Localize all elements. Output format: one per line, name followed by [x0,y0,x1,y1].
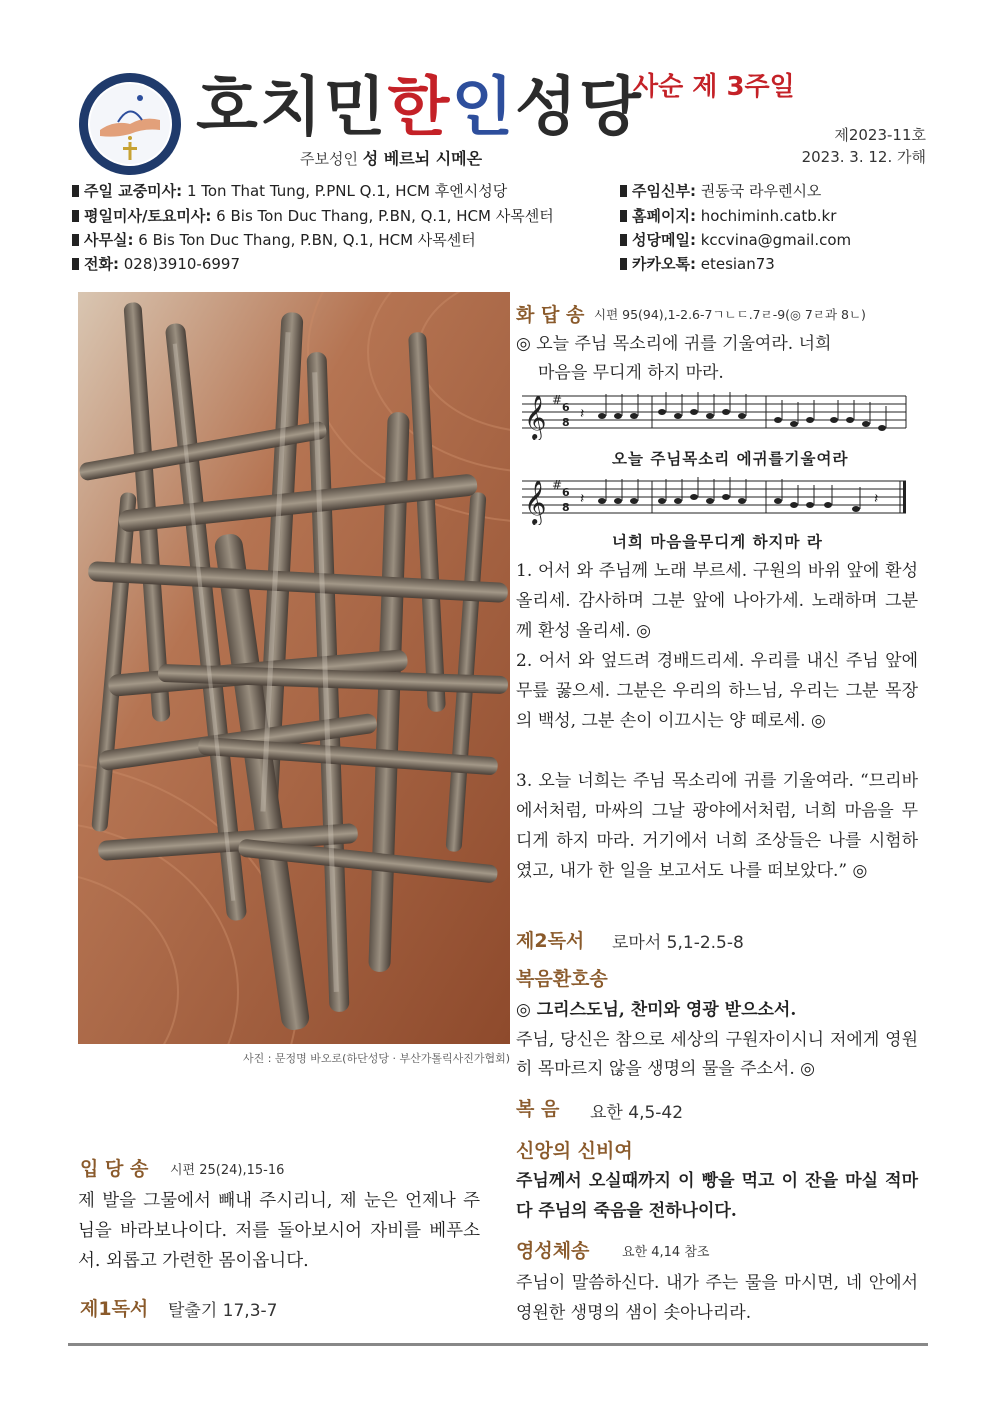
responsorial-psalm-title: 화 답 송 [516,304,585,326]
mystery-of-faith-text: 주님께서 오실때까지 이 빵을 먹고 이 잔을 마실 적마다 주님의 죽음을 전하나이다. [516,1171,918,1221]
second-reading-ref: 로마서 5,1-2.5-8 [612,933,744,953]
psalm-verse-3: 3. 오늘 너희는 주님 목소리에 귀를 기울여라. “므리바에서처럼, 마싸의 그날 광야에서처럼, 너희 마음을 무디게 하지 마라. 거기에서 너희 조상들은 나를 시험하였고, 내가 한 일을 보고서도 나를 떠보았다.” ◎ [516,771,918,881]
bulletin-header [0,0,992,175]
svg-text:𝄽: 𝄽 [580,406,585,422]
bullet-square-icon [72,185,79,197]
info-value: 권동국 라우렌시오 [695,182,822,200]
info-pastor [620,180,821,202]
info-value: 028)3910-6997 [118,255,240,273]
music-staff-1 [522,390,910,440]
communion-antiphon-title: 영성체송 [516,1240,590,1262]
homepage-link[interactable]: hochiminh.catb.kr [695,207,837,225]
cover-photo-wooden-crosses [78,292,510,1044]
title-part4: 성당 [515,70,643,145]
patron-saint [300,146,482,169]
svg-text:8: 8 [562,501,570,514]
info-label: 평일미사/토요미사: [84,207,212,225]
psalm-verse-2: 2. 어서 와 엎드려 경배드리세. 우리를 내신 주님 앞에 무릎 꿇으세. 그분은 우리의 하느님, 우리는 그분 목장의 백성, 그분 손이 이끄시는 양 떼로세. ◎ [516,651,918,731]
title-part1: 호치민 [196,70,388,145]
music-lyric-2: 너희 마음을무디게 하지마 라 [612,533,823,551]
patron-label: 주보성인 [300,150,358,168]
first-reading-title: 제1독서 [80,1298,149,1320]
bullet-square-icon [620,234,627,246]
entrance-antiphon-ref: 시편 25(24),15-16 [170,1163,285,1178]
entrance-antiphon-title: 입 당 송 [80,1158,149,1180]
responsorial-psalm-ref: 시편 95(94),1-2.6-7ㄱㄴㄷ.7ㄹ-9(◎ 7ㄹ과 8ㄴ) [594,307,866,322]
bullet-square-icon [72,258,79,270]
title-part2: 한 [387,70,452,145]
photo-credit: 사진 : 문정명 바오로(하단성당 · 부산가톨릭사진가협회) [242,1052,510,1065]
gospel-acclamation-verse: 주님, 당신은 참으로 세상의 구원자이시니 저에게 영원히 목마르지 않을 생명의 물을 주소서. ◎ [516,1030,918,1079]
bottom-divider [68,1343,928,1346]
issue-number: 제2023-11호 [834,126,926,144]
psalm-refrain [516,330,918,388]
gospel-title: 복 음 [516,1098,560,1120]
communion-antiphon-text: 주님이 말씀하신다. 내가 주는 물을 마시면, 네 안에서 영원한 생명의 샘이 솟아나리라. [516,1273,918,1323]
info-value: etesian73 [695,255,775,273]
bullet-square-icon [72,210,79,222]
music-staff-2 [522,475,910,525]
psalm-refrain-line1: ◎ 오늘 주님 목소리에 귀를 기울여라. 너희 [516,334,832,354]
music-lyric-1: 오늘 주님목소리 에귀를기울여라 [612,450,849,468]
info-label: 전화: [84,255,119,273]
info-sunday-mass [72,180,507,202]
email-link[interactable]: kccvina@gmail.com [695,231,852,249]
bullet-square-icon [620,258,627,270]
parish-title [196,72,643,144]
patron-name: 성 베르뇌 시메온 [362,149,483,168]
title-part3: 인 [451,70,516,145]
svg-text:𝄽: 𝄽 [874,491,879,507]
entrance-antiphon-text: 제 발을 그물에서 빼내 주시리니, 제 눈은 언제나 주님을 바라보나이다. 저를 돌아보시어 자비를 베푸소서. 외롭고 가련한 몸이옵니다. [78,1191,480,1271]
svg-text:8: 8 [562,416,570,429]
info-value: 6 Bis Ton Duc Thang, P.BN, Q.1, HCM 사목센터 [211,207,554,225]
svg-text:6: 6 [562,486,570,499]
svg-text:𝄞: 𝄞 [524,395,547,439]
wooden-crosses-image [78,292,510,1044]
psalm-verse-1: 1. 어서 와 주님께 노래 부르세. 구원의 바위 앞에 환성 올리세. 감사하며 그분 앞에 나아가세. 노래하며 그분께 환성 올리세. ◎ [516,561,918,641]
gospel-ref: 요한 4,5-42 [590,1103,684,1123]
info-label: 주임신부: [632,182,696,200]
liturgical-season: 사순 제 3주일 [633,72,795,102]
info-label: 홈페이지: [632,207,696,225]
mystery-of-faith-title: 신앙의 신비여 [516,1140,633,1162]
parish-info [72,180,932,280]
info-value: 1 Ton That Tung, P.PNL Q.1, HCM 후엔시성당 [182,182,508,200]
first-reading-ref: 탈출기 17,3-7 [168,1301,278,1321]
gospel-acclamation-title: 복음환호송 [516,968,608,990]
psalm-refrain-line2: 마음을 무디게 하지 마라. [538,363,724,383]
info-phone [72,253,240,275]
gospel-acclamation-refrain: ◎ 그리스도님, 찬미와 영광 받으소서. [516,1000,797,1020]
svg-text:#: # [552,393,563,407]
info-label: 사무실: [84,231,134,249]
svg-text:#: # [552,478,563,492]
communion-antiphon-ref: 요한 4,14 참조 [622,1245,710,1260]
info-label: 성당메일: [632,231,696,249]
info-kakao [620,253,775,275]
info-office [72,229,476,251]
info-email[interactable] [620,229,851,251]
info-label: 주일 교중미사: [84,182,183,200]
info-weekday-mass [72,205,554,227]
svg-text:𝄞: 𝄞 [524,480,547,524]
info-value: 6 Bis Ton Duc Thang, P.BN, Q.1, HCM 사목센터 [133,231,476,249]
bullet-square-icon [620,210,627,222]
info-homepage[interactable] [620,205,836,227]
second-reading-title: 제2독서 [516,930,585,952]
svg-text:𝄽: 𝄽 [580,491,585,507]
svg-text:6: 6 [562,401,570,414]
bullet-square-icon [72,234,79,246]
parish-logo-icon [78,72,182,176]
bullet-square-icon [620,185,627,197]
info-label: 카카오톡: [632,255,696,273]
issue-date: 2023. 3. 12. 가해 [801,148,926,166]
